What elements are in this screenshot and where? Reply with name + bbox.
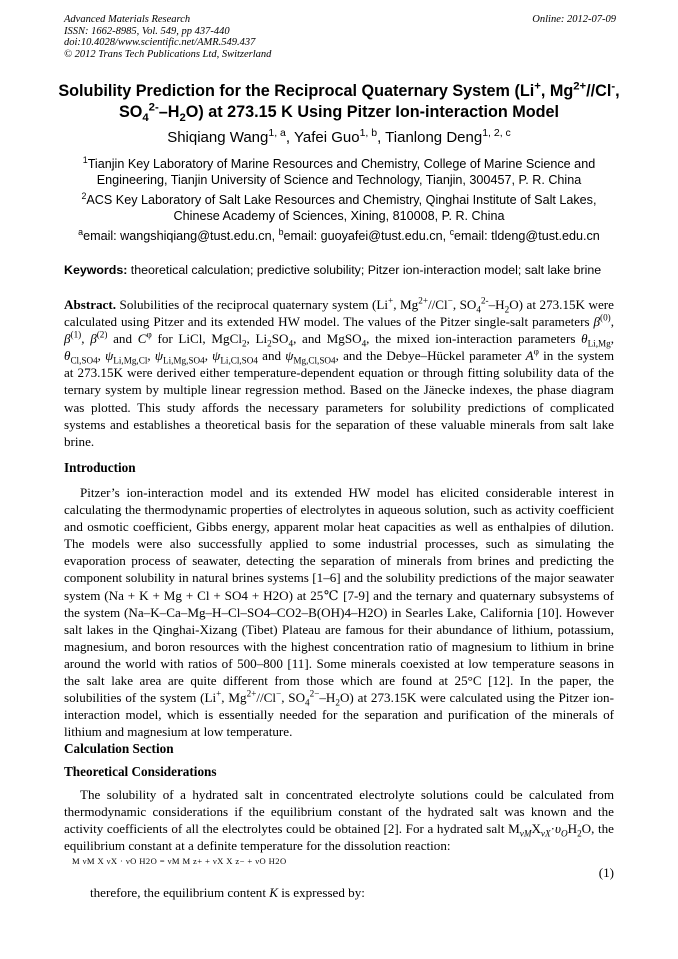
- author-name: Shiqiang Wang: [167, 129, 269, 146]
- affiliation-2: $^2$ACS Key Laboratory of Salt Lake Resources and Chemistry, Qinghai Institute of Salt Lakes, Chinese Academy of Sciences, Xining, 810008, P. R. China: [81, 190, 597, 223]
- theory-paragraph: The solubility of a hydrated salt in concentrated electrolyte solutions could be calculated from thermodynamic considerations if the equilibrium constant of the hydrated salt was known and the activity coefficients of all the electrolytes could be obtained [2]. For a hydrated salt $M_{\nu M}X_{\nu X}\cdot\upsilon_OH_2O$, the equilibrium constant at a definite temperature for the dissolution reaction:: [64, 787, 614, 854]
- subsection-heading-theory: Theoretical Considerations: [64, 764, 217, 779]
- issn-line: ISSN: 1662-8985, Vol. 549, pp 437-440: [64, 25, 230, 37]
- affiliation-1: $^1$Tianjin Key Laboratory of Marine Resources and Chemistry, College of Marine Science and Engineering, Tianjin University of Science and Technology, Tianjin, 300457, P. R. China: [82, 154, 596, 187]
- abstract: Abstract. Solubilities of the reciprocal quaternary system (Li+, $Mg^{2+}//Cl^-$, $SO_4^{2-}-H_2O$) at 273.15K were calculated using Pitzer and its extended HW model. The values of the Pitzer single-salt parameters $\beta^{(0)}$, $\beta^{(1)}$, $\beta^{(2)}$ and $C^\varphi$ for LiCl, MgCl$_2$, $Li_2SO_4$, and MgSO$_4$, the mixed ion-interaction parameters $\theta_{Li,Mg}$, $\theta_{Cl,SO4}$, $\psi_{Li,Mg,Cl}$, $\psi_{Li,Mg,SO4}$, $\psi_{Li,Cl,SO4}$ and $\psi_{Mg,Cl,SO4}$, and the Debye–Hückel parameter $A^\varphi$ in the system at 273.15K were derived either temperature-dependent equation or through fitting solubility data of the ternary system by multiple linear regression method. Based on the Jänecke indexes, the phase diagram was plotted. This study affords the necessary parameters for solubility predictions of complicated systems and establishes a theoretical basis for the separation of these valuable minerals from salt lake brine.: [64, 295, 615, 449]
- email-link[interactable]: email: wangshiqiang@tust.edu.cn,: [83, 229, 279, 243]
- doi-line: doi:10.4028/www.scientific.net/AMR.549.437: [64, 37, 256, 49]
- email-link[interactable]: email: guoyafei@tust.edu.cn,: [283, 229, 450, 243]
- keywords: [64, 263, 601, 277]
- copyright-line: © 2012 Trans Tech Publications Ltd, Switzerland: [64, 48, 272, 60]
- journal-header: [64, 14, 271, 60]
- online-date: Online: 2012-07-09: [532, 14, 616, 25]
- abstract-label: Abstract.: [64, 297, 116, 312]
- keywords-label: Keywords:: [64, 263, 128, 277]
- author-name: Yafei Guo: [293, 129, 360, 146]
- therefore-line: therefore, the equilibrium content K is expressed by:: [90, 885, 365, 900]
- journal-name: Advanced Materials Research: [64, 14, 191, 25]
- introduction-paragraph: Pitzer’s ion-interaction model and its extended HW model has elicited considerable interest in calculating the thermodynamic properties of electrolytes in aqueous solution, such as activity coefficient and osmotic coefficient, Gibbs energy, apparent molar heat capacities as well as enthalpies of dilution. The models were also successfully applied to some industrial processes, such as simulating the evaporation process of seawater, detecting the separation of minerals from brines and predicting the component solubility in natural brines systems [1–6] and the solubility predictions of the major seawater system (Na + K + Mg + Cl + SO4 + H2O) at 25℃ [7-9] and the ternary and quaternary subsystems of the system (Na–K–Ca–Mg–H–Cl–SO4–CO2–B(OH)4–H2O) in Searles Lake, California [10]. However salt lakes in the Qinghai-Xizang (Tibet) Plateau are famous for their abundance of lithium, potassium, magnesium, and boron resources with the highest concentration ratio of magnesium to lithium in brine around the world with ratios of 500–800 [11]. Some minerals coexisted at low temperature seasons in the salt lake area are quite different from those which are found at 25°C [12]. In the paper, the solubilities of the system (Li+, $Mg^{2+}//Cl^-$, $SO_4^{2-}-H_2O$) at 273.15K were calculated using the Pitzer ion-interaction model, which is essentially needed for the separation and purification of the minerals of lithium and magnesium at low temperature.: [64, 485, 614, 740]
- section-heading-introduction: Introduction: [64, 460, 136, 475]
- email-link[interactable]: email: tldeng@tust.edu.cn: [454, 229, 600, 243]
- keywords-text: theoretical calculation; predictive solubility; Pitzer ion-interaction model; salt lake brine: [127, 263, 602, 277]
- paper-title: Solubility Prediction for the Reciprocal Quaternary System (Li+, $Mg^{2+}//Cl^-$, $SO_4^{2-}-H_2O$) at 273.15 K Using Pitzer Ion-interaction Model: [58, 80, 620, 125]
- email-line: $^a$email: wangshiqiang@tust.edu.cn, $^b$email: guoyafei@tust.edu.cn, $^c$email: tldeng@tust.edu.cn: [78, 226, 600, 243]
- section-heading-calculation: Calculation Section: [64, 741, 174, 756]
- author-list: Shiqiang Wang$^{1, a}$, Yafei Guo$^{1, b}$, Tianlong Deng$^{1, 2, c}$: [167, 127, 511, 146]
- author-name: Tianlong Deng: [385, 129, 483, 146]
- equation-1: M νM X νX · νO H2O = νM M z+ + νX X z− + νO H2O: [72, 856, 287, 866]
- equation-number: (1): [598, 865, 614, 880]
